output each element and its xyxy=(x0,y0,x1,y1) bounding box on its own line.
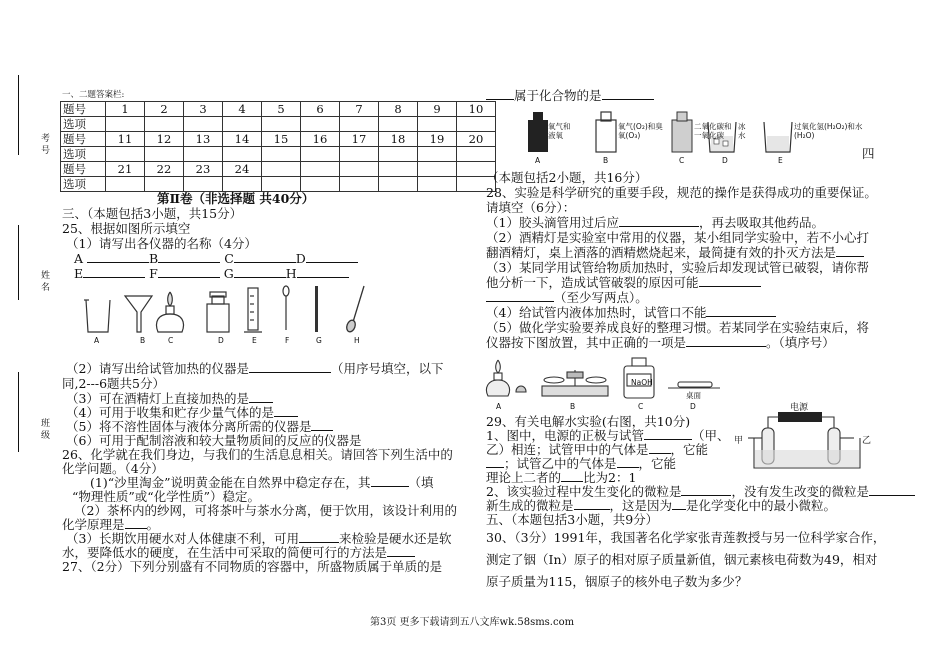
q26-stem-cont: 化学问题。（4分） xyxy=(62,461,164,476)
placement-letter: B xyxy=(570,402,576,411)
row-label: 题号 xyxy=(61,102,106,117)
q26-2-cont: 化学原理是 。 xyxy=(62,517,160,532)
answer-cell[interactable] xyxy=(145,147,184,162)
q28-4: （4）给试管内液体加热时，试管口不能 xyxy=(486,305,776,320)
exam-number-label: 考 号 xyxy=(39,133,49,154)
blank[interactable] xyxy=(486,456,504,468)
container-caption: 氧气和液氧 xyxy=(548,122,571,140)
q25-1: （1）请写出各仪器的名称（4分） xyxy=(66,236,257,251)
question-number: 20 xyxy=(457,132,496,147)
q28-3-cont2: （至少写两点）。 xyxy=(486,290,648,305)
question-number: 21 xyxy=(106,162,145,177)
blank[interactable] xyxy=(249,361,331,373)
blank[interactable] xyxy=(672,498,686,510)
blank[interactable] xyxy=(274,405,298,417)
container-letter: A xyxy=(535,156,541,165)
q28-stem-cont: 请填空（6分）： xyxy=(486,200,576,215)
blank[interactable] xyxy=(602,88,654,100)
question-number: 18 xyxy=(379,132,418,147)
section-4-heading: （本题包括2小题，共16分） xyxy=(486,170,648,185)
answer-cell[interactable] xyxy=(223,177,262,192)
answer-cell[interactable] xyxy=(379,117,418,132)
q25-2: （2）请写出给试管加热的仪器是 （用序号填空，以下 xyxy=(66,361,444,376)
q27-cont: 属于化合物的是 xyxy=(486,88,654,103)
blank[interactable] xyxy=(486,88,514,100)
answer-cell[interactable] xyxy=(418,147,457,162)
container-caption: 氧气(O₂)和臭氧(O₃) xyxy=(618,122,663,140)
q25-blanks-row2: E F G H xyxy=(74,266,349,281)
question-number: 8 xyxy=(379,102,418,117)
q29-1-cont2: ；试管乙中的气体是 ，它能 xyxy=(486,456,676,471)
q25-2-note: 同,2---6题共5分） xyxy=(62,376,166,391)
blank[interactable] xyxy=(87,251,149,263)
blank[interactable] xyxy=(619,215,699,227)
blank[interactable] xyxy=(869,484,915,496)
question-number: 6 xyxy=(301,102,340,117)
q28-2: （2）酒精灯是实验室中常用的仪器，某小组同学实验中，若不小心打 xyxy=(486,230,869,245)
table-row xyxy=(61,102,496,117)
q28-1: （1）胶头滴管用过后应 ，再去吸取其他药品。 xyxy=(486,215,824,230)
answer-cell[interactable] xyxy=(106,177,145,192)
answer-cell[interactable] xyxy=(262,147,301,162)
beaker-icon xyxy=(84,300,110,332)
answer-cell[interactable] xyxy=(223,117,262,132)
margin-line xyxy=(18,372,19,452)
blank[interactable] xyxy=(617,456,639,468)
q25-blanks-row1: A B C D xyxy=(74,251,358,266)
tube-jia-label: 甲 xyxy=(734,436,744,446)
answer-cell[interactable] xyxy=(457,117,496,132)
q30-stem-cont2: 原子质量为115，铟原子的核外电子数为多少？ xyxy=(486,574,748,589)
table-row xyxy=(61,177,496,192)
container-caption: 二氧化碳和一氧化碳 xyxy=(694,122,732,140)
q30-stem: 30、（3分）1991年，我国著名化学家张青莲教授与另一位科学家合作， xyxy=(486,530,886,545)
q25-3: （3）可在酒精灯上直接加热的是 xyxy=(66,391,273,406)
blank[interactable] xyxy=(649,442,671,454)
answer-cell[interactable] xyxy=(184,117,223,132)
question-number: 19 xyxy=(418,132,457,147)
answer-cell[interactable] xyxy=(184,177,223,192)
blank[interactable] xyxy=(158,251,220,263)
bottle-b-icon xyxy=(596,112,616,152)
q25-6: （6）可用于配制溶液和较大量物质间的反应的仪器是 xyxy=(66,433,362,448)
funnel-icon xyxy=(125,296,152,332)
balance-icon xyxy=(542,370,608,396)
q28-3-cont: 他分析一下，造成试管破裂的原因可能 xyxy=(486,275,761,290)
row-label: 选项 xyxy=(61,117,106,132)
q27-stem: 27、（2分）下列分别盛有不同物质的容器中，所盛物质属于单质的是 xyxy=(62,559,443,574)
section-5-heading: 五、（本题包括3小题，共9分） xyxy=(486,512,659,527)
container-caption: 过氧化氢(H₂O₂)和水(H₂O) xyxy=(794,122,863,140)
alcohol-lamp-icon xyxy=(157,292,184,332)
beaker-e-icon xyxy=(764,122,792,152)
blank[interactable] xyxy=(297,266,349,278)
answer-cell[interactable] xyxy=(301,147,340,162)
dropper-icon xyxy=(283,286,289,330)
electrolysis-figure xyxy=(750,398,870,470)
table-row xyxy=(61,117,496,132)
bottle-a-icon xyxy=(528,112,548,152)
question-number: 1 xyxy=(106,102,145,117)
q29-1-cont: 乙）相连；试管甲中的气体是 ，它能 xyxy=(486,442,709,457)
q28-3: （3）某同学用试管给物质加热时，实验后却发现试管已破裂，请你帮 xyxy=(486,260,869,275)
margin-line xyxy=(18,225,19,300)
container-letter: E xyxy=(778,156,783,165)
answer-cell[interactable] xyxy=(223,147,262,162)
part-title: 第Ⅱ卷（非选择题 共40分） xyxy=(157,191,315,206)
apparatus-figure xyxy=(80,282,380,344)
placement-letter: A xyxy=(496,402,502,411)
blank[interactable] xyxy=(486,290,554,302)
table-row xyxy=(61,132,496,147)
tube-yi-label: 乙 xyxy=(862,436,872,446)
q25-5: （5）将不溶性固体与液体分离所需的仪器是 xyxy=(66,419,333,434)
blank[interactable] xyxy=(158,266,220,278)
answer-table xyxy=(60,101,496,192)
container-letter: C xyxy=(679,156,685,165)
question-number: 2 xyxy=(145,102,184,117)
blank[interactable] xyxy=(306,251,358,263)
lamp-with-cap-icon xyxy=(486,360,526,396)
naoh-label: NaOH xyxy=(631,378,653,387)
question-number: 7 xyxy=(340,102,379,117)
row-label: 题号 xyxy=(61,132,106,147)
blank[interactable] xyxy=(234,251,296,263)
blank[interactable] xyxy=(836,245,864,257)
question-number: 23 xyxy=(184,162,223,177)
answer-cell[interactable] xyxy=(301,117,340,132)
blank[interactable] xyxy=(699,275,761,287)
question-number: 12 xyxy=(145,132,184,147)
container-caption: 冰水 xyxy=(738,122,746,140)
placement-letter: D xyxy=(690,402,696,411)
q25-4: （4）可用于收集和贮存少量气体的是 xyxy=(66,405,298,420)
bottle-c-icon xyxy=(672,112,692,152)
q26-stem: 26、化学就在我们身边，与我们的生活息息相关。请回答下列生活中的 xyxy=(62,447,453,462)
q26-1-cont: “物理性质”或“化学性质”）稳定。 xyxy=(72,489,261,504)
question-number: 11 xyxy=(106,132,145,147)
placement-letter: C xyxy=(638,402,644,411)
answer-cell[interactable] xyxy=(184,147,223,162)
reagent-bottle-icon xyxy=(207,292,229,332)
page-footer: 第3页 更多下载请到五八文库wk.58sms.com xyxy=(370,617,575,628)
glass-rod-icon xyxy=(315,286,318,332)
answer-cell[interactable] xyxy=(379,147,418,162)
blank[interactable] xyxy=(681,484,731,496)
answer-cell[interactable] xyxy=(106,117,145,132)
question-number: 9 xyxy=(418,102,457,117)
answer-cell[interactable] xyxy=(262,117,301,132)
answer-cell[interactable] xyxy=(145,117,184,132)
power-supply-icon xyxy=(778,412,822,422)
blank[interactable] xyxy=(299,531,339,543)
answer-cell[interactable] xyxy=(418,117,457,132)
apparatus-letter: C xyxy=(168,336,174,345)
q28-5-cont: 仪器按下图放置，其中正确的一项是 。（填序号） xyxy=(486,335,835,350)
apparatus-letter: E xyxy=(252,336,257,345)
answer-cell[interactable] xyxy=(106,147,145,162)
blank[interactable] xyxy=(234,266,286,278)
apparatus-letter: F xyxy=(285,336,290,345)
question-number: 22 xyxy=(145,162,184,177)
section-3-heading: 三、（本题包括3小题，共15分） xyxy=(62,206,243,221)
blank[interactable] xyxy=(561,470,583,482)
q30-stem-cont: 测定了铟（In）原子的相对原子质量新值，铟元素核电荷数为49，相对 xyxy=(486,552,878,567)
class-label: 班 级 xyxy=(39,418,49,439)
margin-line xyxy=(18,75,19,155)
apparatus-letter: A xyxy=(94,336,100,345)
question-number: 15 xyxy=(262,132,301,147)
blank[interactable] xyxy=(706,305,776,317)
spoon-icon xyxy=(345,286,364,333)
apparatus-letter: G xyxy=(316,336,322,345)
row-label: 选项 xyxy=(61,177,106,192)
question-number: 17 xyxy=(340,132,379,147)
blank[interactable] xyxy=(311,419,333,431)
q29-1-cont3: 理论上二者的 比为2：1 xyxy=(486,470,637,485)
blank[interactable] xyxy=(644,428,692,440)
power-label: 电源 xyxy=(790,403,809,413)
q26-3: （3）长期饮用硬水对人体健康不利，可用 来检验是硬水还是软 xyxy=(66,531,452,546)
question-number: 14 xyxy=(223,132,262,147)
q29-stem: 29、有关电解水实验(右图，共10分) xyxy=(486,414,691,429)
q26-1: (1)“沙里淘金”说明黄金能在自然界中稳定存在，其 （填 xyxy=(90,475,434,490)
graduated-cylinder-icon xyxy=(244,288,262,332)
test-tube-on-desk-icon xyxy=(668,382,720,388)
q29-1: 1、图中，电源的正极与试管 （甲、 xyxy=(486,428,730,443)
apparatus-letter: B xyxy=(140,336,146,345)
q26-3-cont: 水，要降低水的硬度，在生活中可采取的简便可行的方法是 xyxy=(62,545,415,560)
q28-stem: 28、实验是科学研究的重要手段，规范的操作是获得成功的重要保证。 xyxy=(486,185,877,200)
question-number: 10 xyxy=(457,102,496,117)
answer-table-heading: 一、二题答案栏: xyxy=(62,90,125,100)
q28-2-cont: 翻酒精灯，桌上酒落的酒精燃烧起来，最简捷有效的扑灭方法是 xyxy=(486,245,864,260)
blank[interactable] xyxy=(686,335,766,347)
table-row xyxy=(61,147,496,162)
q26-2: （2）茶杯内的纱网，可将茶叶与茶水分离，便于饮用，该设计利用的 xyxy=(74,503,457,518)
desk-label: 桌面 xyxy=(686,391,701,400)
q28-5: （5）做化学实验要养成良好的整理习惯。若某同学在实验结束后，将 xyxy=(486,320,869,335)
blank[interactable] xyxy=(83,266,145,278)
table-row xyxy=(61,162,496,177)
blank[interactable] xyxy=(387,545,415,557)
apparatus-letter: D xyxy=(218,336,224,345)
q29-2-cont: 新生成的微粒是 ，这是因为 是化学变化中的最小微粒。 xyxy=(486,498,837,513)
question-number: 13 xyxy=(184,132,223,147)
q25-stem: 25、根据如图所示填空 xyxy=(62,221,191,236)
blank[interactable] xyxy=(371,475,409,487)
q29-2: 2、该实验过程中发生变化的微粒是 ，没有发生改变的微粒是 xyxy=(486,484,915,499)
container-letter: D xyxy=(722,156,728,165)
answer-cell[interactable] xyxy=(457,147,496,162)
row-label: 题号 xyxy=(61,162,106,177)
name-label: 姓 名 xyxy=(39,270,49,291)
answer-cell[interactable] xyxy=(340,147,379,162)
question-number: 16 xyxy=(301,132,340,147)
apparatus-letter: H xyxy=(354,336,360,345)
container-letter: B xyxy=(603,156,609,165)
section-4-numeral: 四 xyxy=(862,146,875,161)
answer-cell[interactable] xyxy=(340,117,379,132)
row-label: 选项 xyxy=(61,147,106,162)
question-number: 3 xyxy=(184,102,223,117)
answer-cell[interactable] xyxy=(145,177,184,192)
blank[interactable] xyxy=(249,391,273,403)
question-number: 4 xyxy=(223,102,262,117)
blank[interactable] xyxy=(125,517,147,529)
question-number: 24 xyxy=(223,162,262,177)
blank[interactable] xyxy=(574,498,610,510)
question-number: 5 xyxy=(262,102,301,117)
